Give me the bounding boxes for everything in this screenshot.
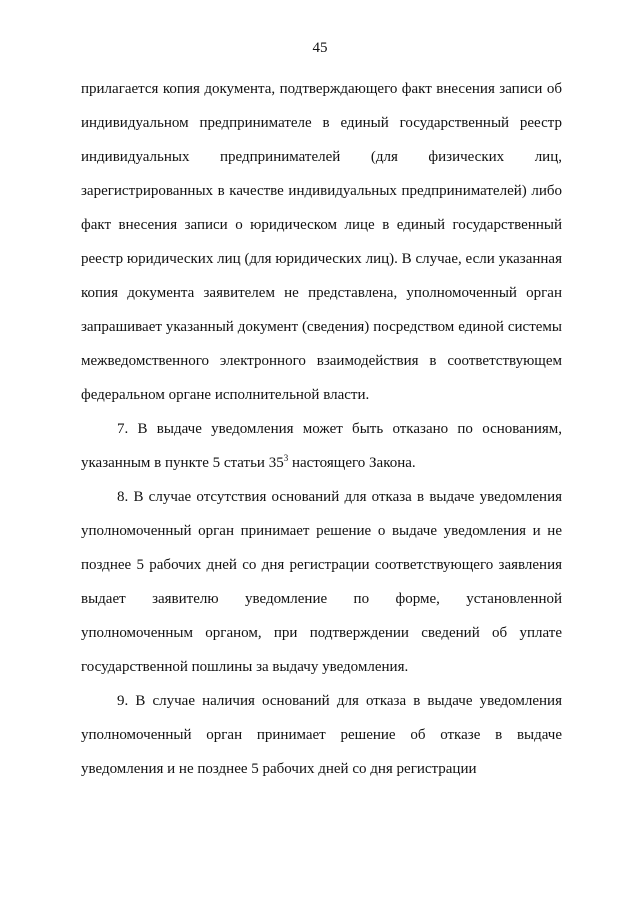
paragraph-7-text: 7. В выдаче уведомления может быть отказано по основаниям, указанным в пункте 5 статьи 35 [81, 421, 562, 471]
paragraph-7 [81, 412, 562, 480]
paragraph-7-end: настоящего Закона. [288, 455, 416, 471]
article-superscript: 3 [283, 453, 289, 463]
paragraph-9: 9. В случае наличия оснований для отказа в выдаче уведомления уполномоченный орган принимает решение об отказе в выдаче уведомления и не позднее 5 рабочих дней со дня регистрации [81, 693, 562, 777]
paragraph-continuation: прилагается копия документа, подтверждающего факт внесения записи об индивидуальном предпринимателе в единый государственный реестр индивидуальных предпринимателей (для физических лиц, зарегистрированных в качестве индивидуальных предпринимателей) либо факт внесения записи о юридическом лице в единый государственный реестр юридических лиц (для юридических лиц). В случае, если указанная копия документа заявителем не представлена, уполномоченный орган запрашивает указанный документ (сведения) посредством единой системы межведомственного электронного взаимодействия в соответствующем федеральном органе исполнительной власти. [81, 81, 562, 403]
page-number: 45 [312, 40, 328, 56]
body-text [81, 72, 562, 786]
paragraph-8: 8. В случае отсутствия оснований для отказа в выдаче уведомления уполномоченный орган принимает решение о выдаче уведомления и не позднее 5 рабочих дней со дня регистрации соответствующего заявления выдает заявителю уведомление по форме, установленной уполномоченным органом, при подтверждении сведений об уплате государственной пошлины за выдачу уведомления. [81, 489, 562, 675]
